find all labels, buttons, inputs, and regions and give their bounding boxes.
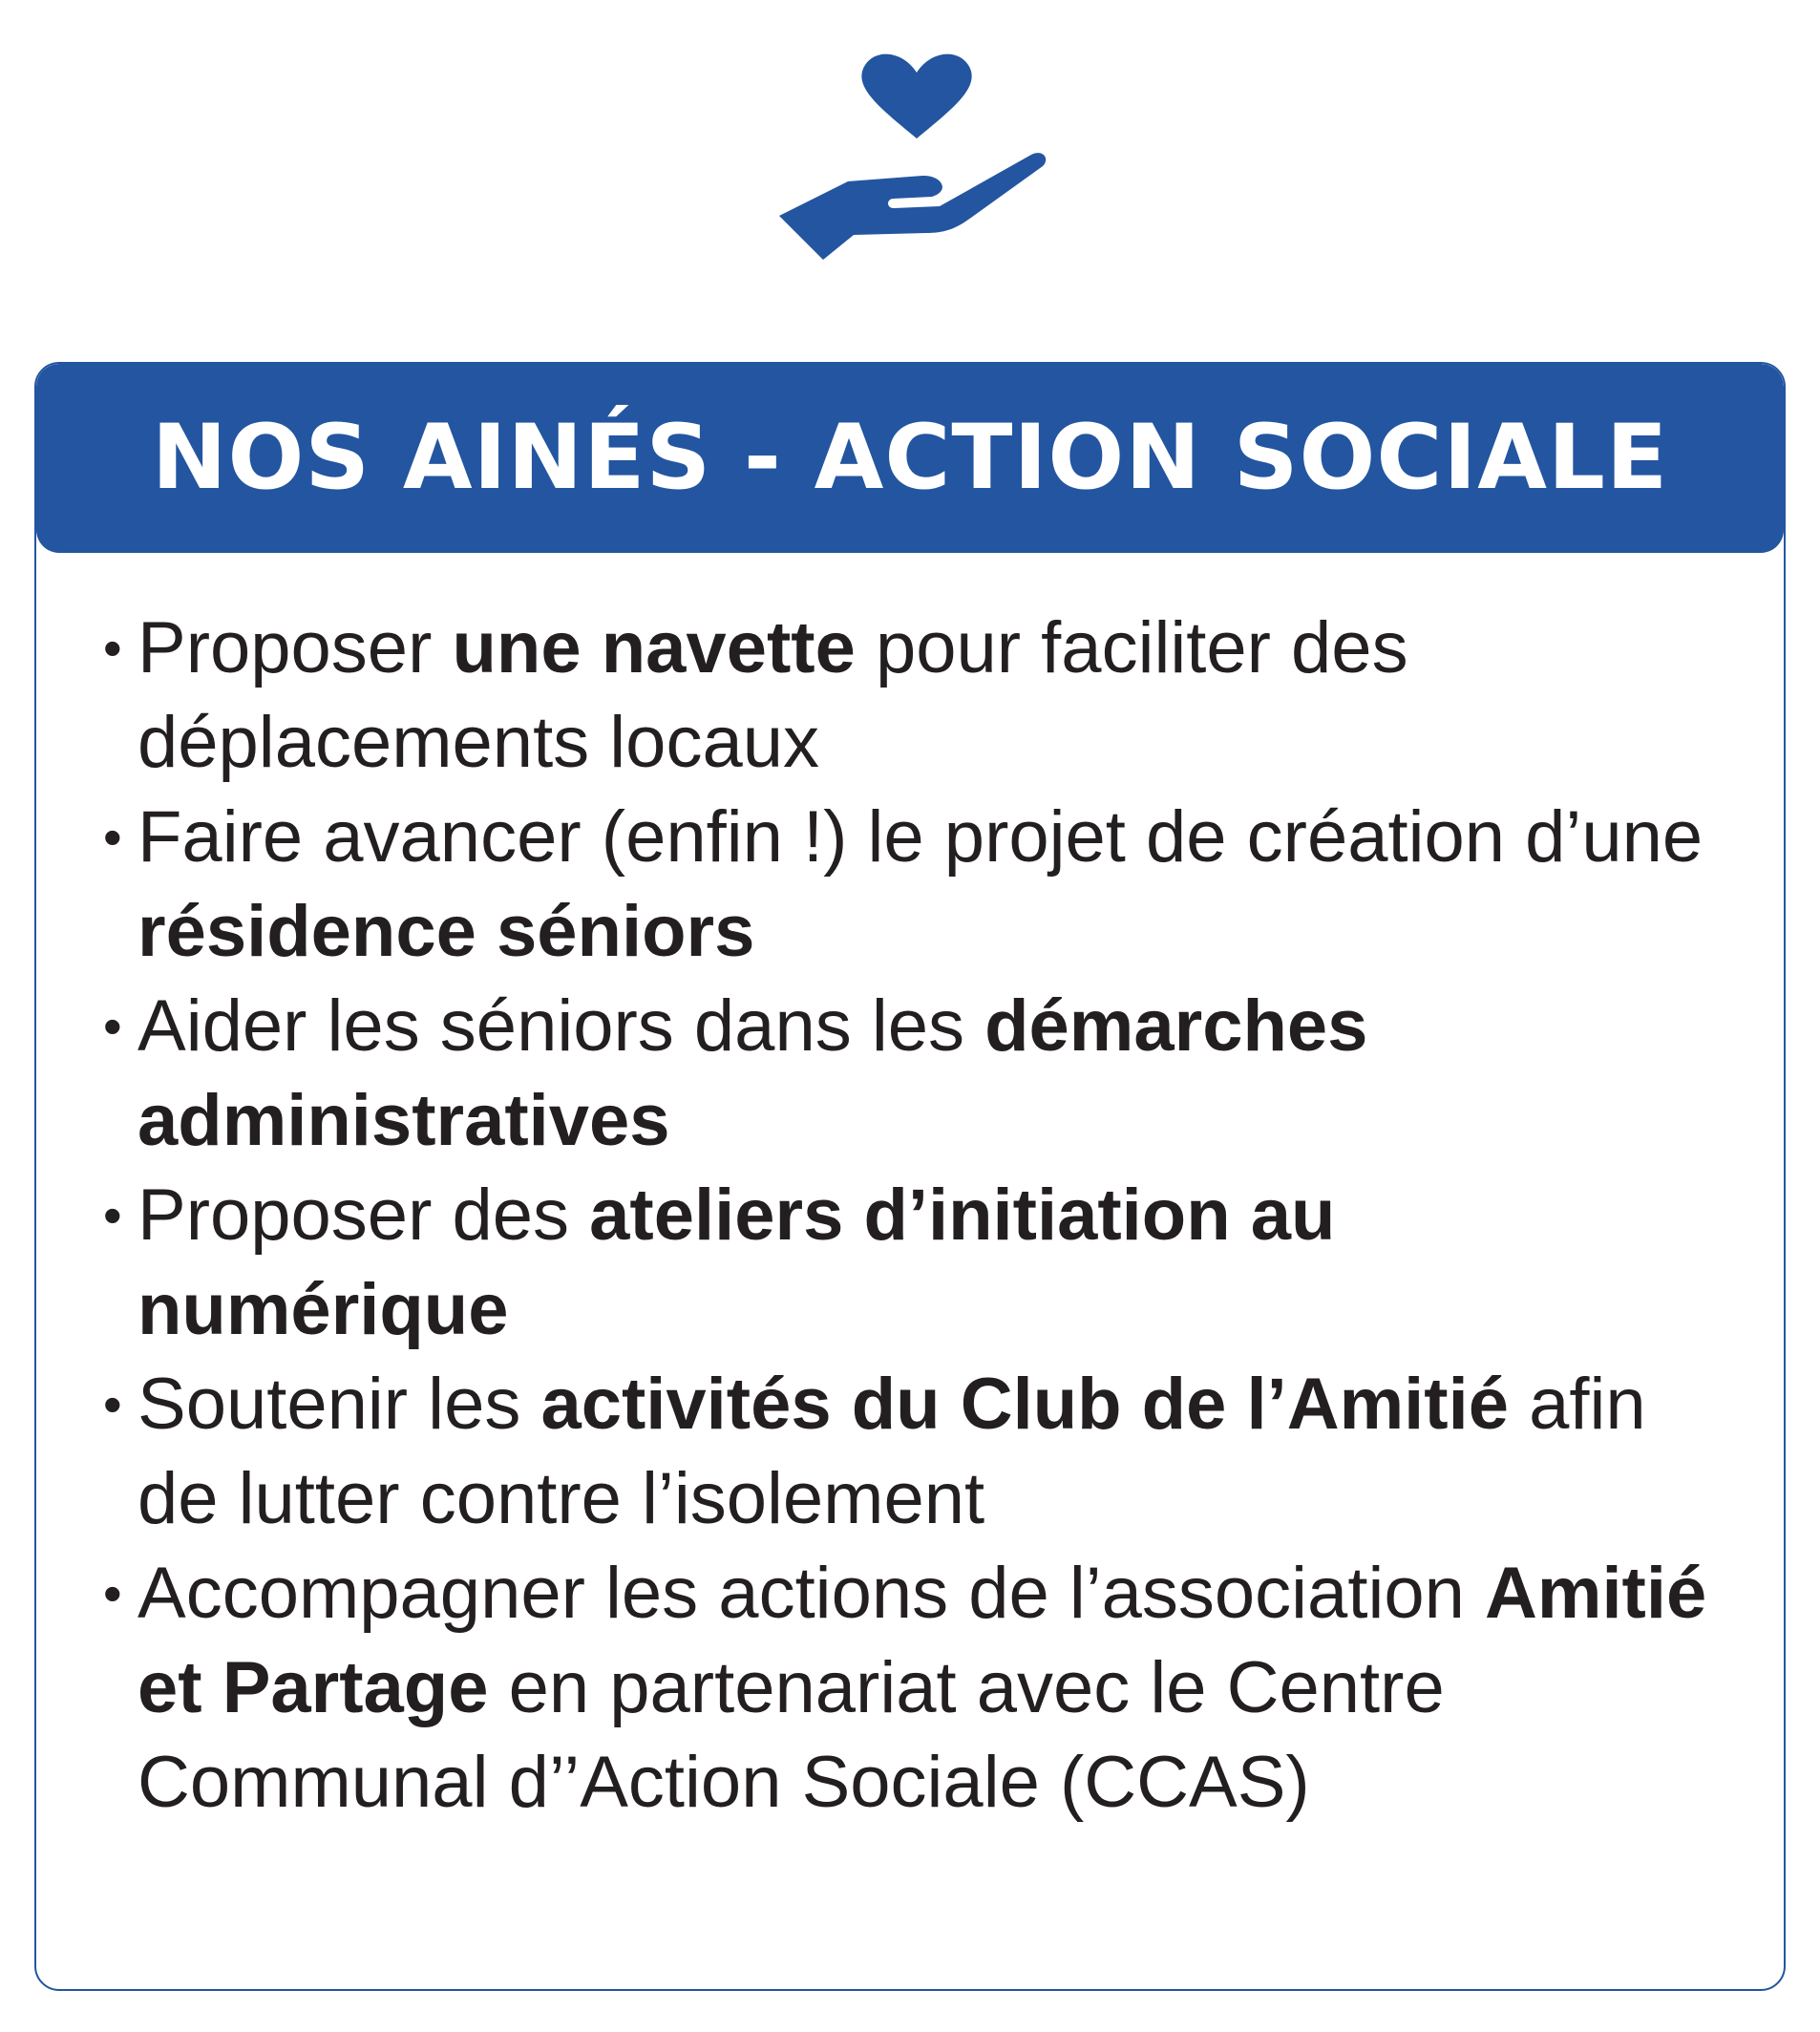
list-item: [103, 1168, 1726, 1357]
bullet-icon: •: [103, 996, 122, 1056]
list-item: [103, 1546, 1726, 1830]
bullet-icon: •: [103, 807, 122, 867]
bullet-icon: •: [103, 1563, 122, 1623]
item-text: Proposer: [138, 607, 453, 688]
item-text-bold: activités du Club de l’Amitié: [540, 1364, 1509, 1445]
bullet-icon: •: [103, 1374, 122, 1434]
card-title: NOS AINÉS - ACTION SOCIALE: [151, 406, 1669, 510]
bullet-icon: •: [103, 1185, 122, 1245]
list-item: [103, 1357, 1726, 1546]
item-text-bold: ateliers d’initiation au numérique: [138, 1175, 1336, 1350]
item-text-bold: une navette: [452, 607, 856, 688]
program-card: [34, 362, 1786, 1991]
item-text-bold: résidence séniors: [138, 891, 755, 972]
item-text: afin de lutter contre l’isolement: [138, 1364, 1646, 1539]
item-text-bold: démarches administratives: [138, 985, 1368, 1161]
list-item: [103, 979, 1726, 1168]
bullet-icon: •: [103, 618, 122, 678]
item-text: Proposer des: [138, 1175, 590, 1256]
list-item: [103, 601, 1726, 790]
card-header: [36, 364, 1784, 553]
list-item: [103, 790, 1726, 979]
item-text: Faire avancer (enfin !) le projet de création d’une: [138, 796, 1704, 878]
item-text: Aider les séniors dans les: [138, 985, 985, 1067]
item-text: en partenariat avec le Centre Communal d’’Action Sociale (CCAS): [138, 1647, 1445, 1823]
program-list: [36, 553, 1784, 1830]
hand-holding-heart-icon: [764, 48, 1069, 277]
item-text: Accompagner les actions de l’association: [138, 1553, 1485, 1634]
item-text-bold: Amitié et Partage: [138, 1553, 1707, 1728]
heart-shape: [861, 54, 971, 138]
item-text: pour faciliter des déplacements locaux: [138, 607, 1408, 783]
item-text: Soutenir les: [138, 1364, 541, 1445]
hand-shape: [779, 153, 1046, 260]
